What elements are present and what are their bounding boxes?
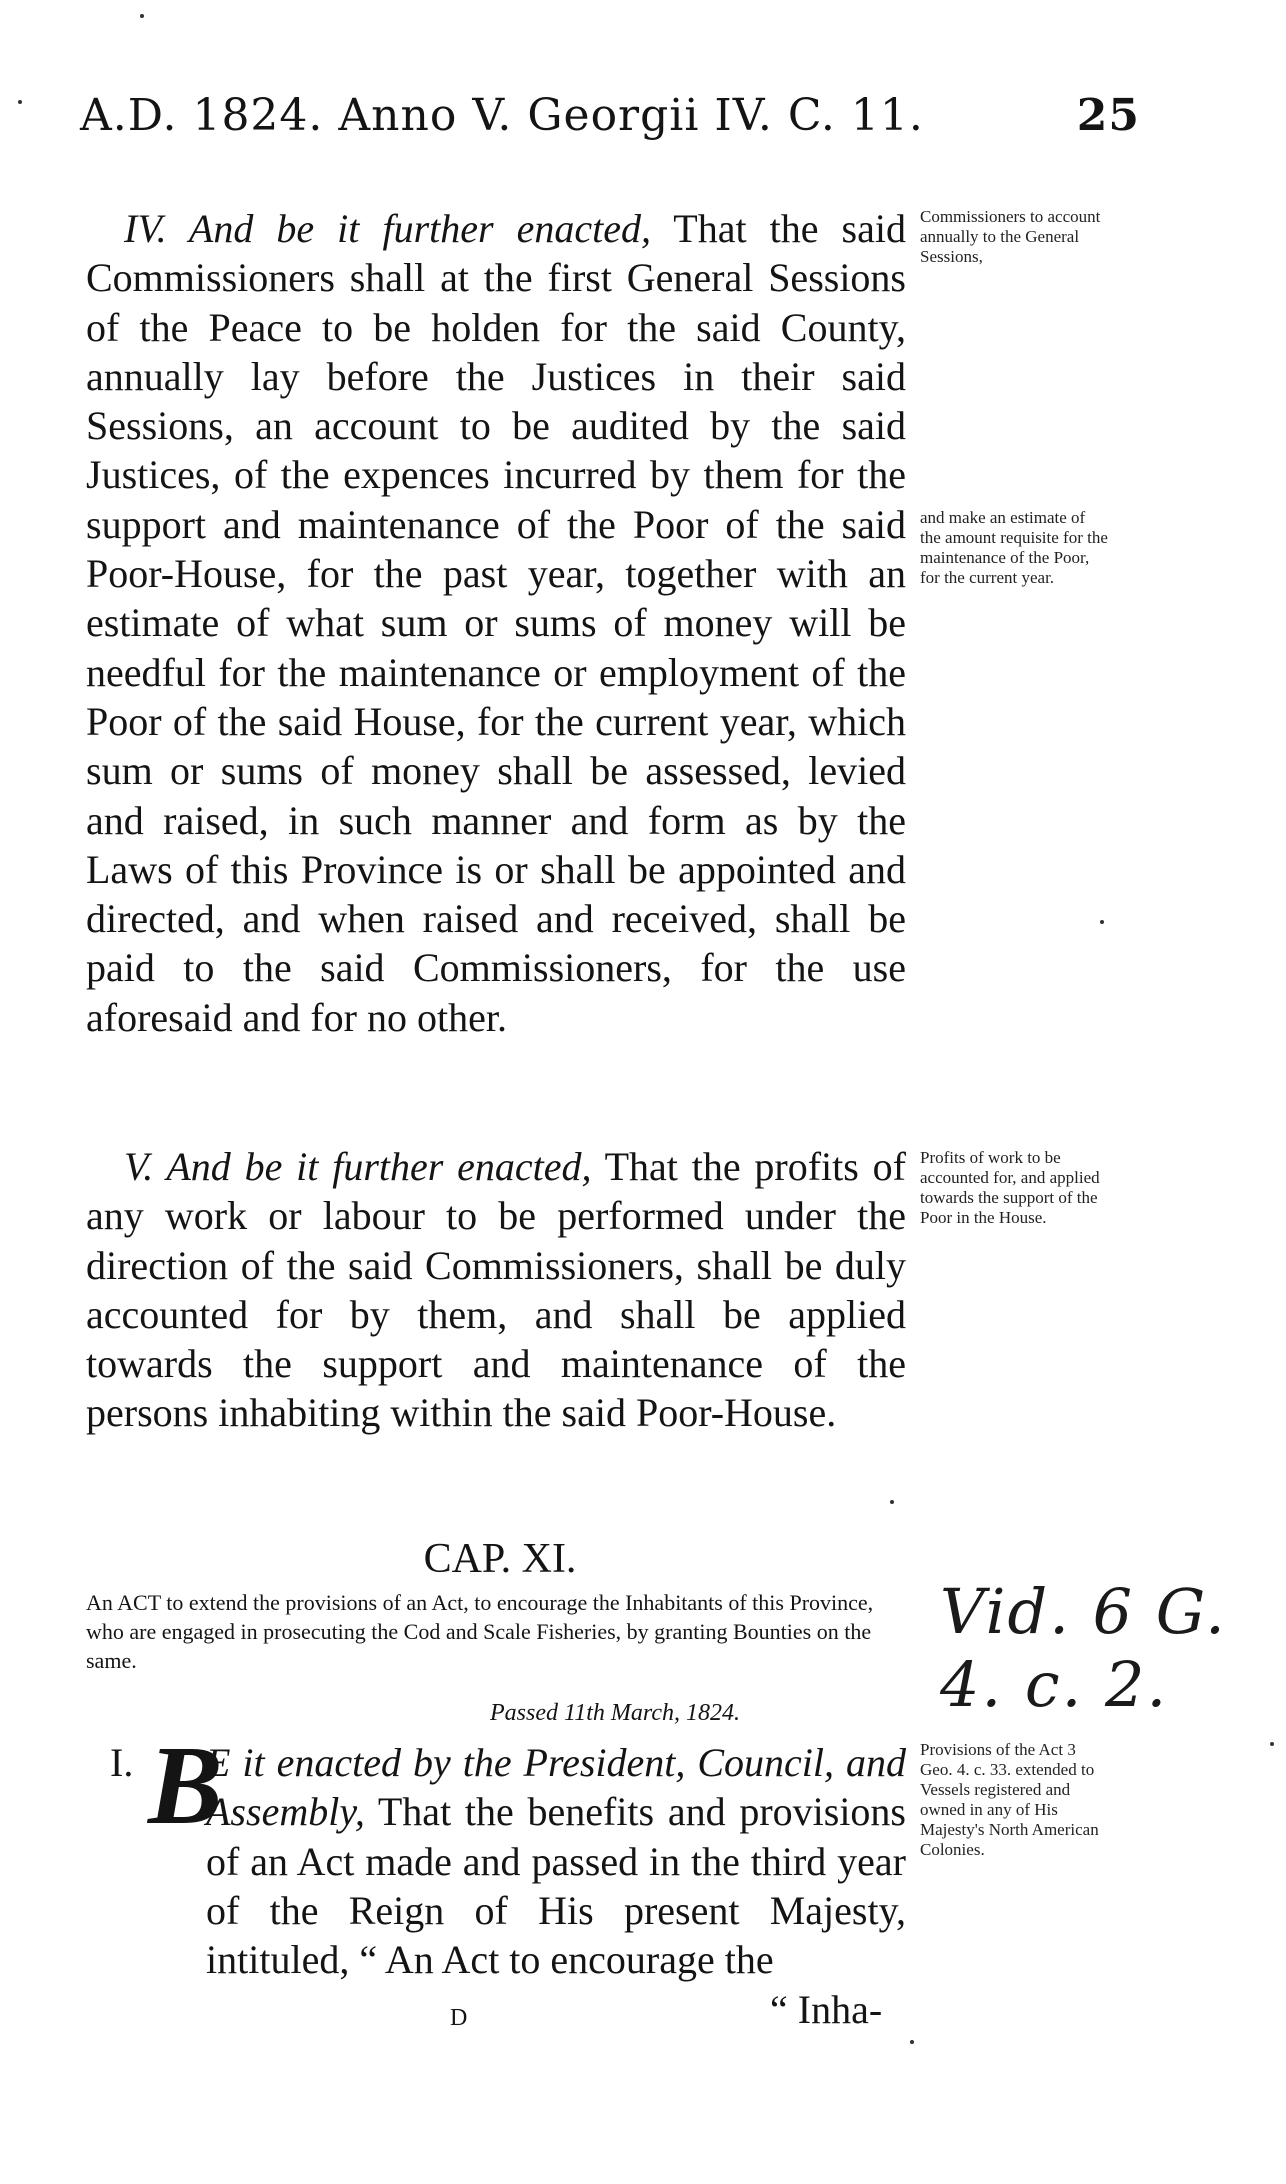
scan-speck (1100, 920, 1104, 924)
catchword: “ Inha- (770, 1987, 883, 2032)
section-i (86, 1724, 906, 1984)
scan-speck (140, 14, 144, 18)
signature-mark: D (450, 2005, 468, 2031)
sidenote-profits: Profits of work to be accounted for, and applied towards the support of the Poor in the House. (920, 1148, 1100, 1227)
section-i-lead: E it enacted by the President, Council, and Assembly, (206, 1740, 906, 1835)
scan-speck (1270, 1742, 1274, 1746)
handwritten-marginal-note: Vid. 6 G. 4. c. 2. (940, 1575, 1227, 1721)
passed-date: Passed 11th March, 1824. (490, 1700, 740, 1726)
section-v-text: That the profits of any work or labour to be performed under the direction of the said Commissioners, shall be duly accounted for by them, and shall be applied towards the support and maintenance of the persons inhabiting within the said Poor-House. (86, 1144, 906, 1436)
page-number: 25 (1076, 90, 1140, 141)
running-header (80, 90, 1140, 160)
drop-cap: B (148, 1724, 223, 1848)
sidenote-estimate: and make an estimate of the amount requisite for the maintenance of the Poor, for the current year. (920, 508, 1108, 587)
sidenote-provisions: Provisions of the Act 3 Geo. 4. c. 33. extended to Vessels registered and owned in any of His Majesty's North American Colonies. (920, 1740, 1099, 1859)
scan-speck (18, 100, 22, 104)
sidenote-commissioners: Commissioners to account annually to the General Sessions, (920, 207, 1101, 266)
section-v (86, 1142, 906, 1438)
section-iv-text: That the said Commissioners shall at the first General Sessions of the Peace to be holden for the said County, annually lay before the Justices in their said Sessions, an account to be audited by the said Justices, of the expences incurred by them for the support and maintenance of the Poor of the said Poor-House, for the past year, together with an estimate of what sum or sums of money will be needful for the maintenance or employment of the Poor of the said House, for the current year, which sum or sums of money shall be assessed, levied and raised, in such manner and form as by the Laws of this Province is or shall be appointed and directed, and when raised and received, shall be paid to the said Commissioners, for the use aforesaid and for no other. (86, 206, 906, 1040)
section-numeral: I. (110, 1740, 134, 1785)
chapter-heading: CAP. XI. (423, 1536, 577, 1582)
section-i-text: That the benefits and provisions of an Act made and passed in the third year of the Reign of His present Majesty, intituled, “ An Act to encourage the (206, 1789, 906, 1983)
scan-speck (890, 1500, 894, 1504)
running-head: A.D. 1824. Anno V. Georgii IV. C. 11. (80, 90, 924, 141)
section-v-lead: V. And be it further enacted, (124, 1144, 592, 1189)
act-title: An ACT to extend the provisions of an Act, to encourage the Inhabitants of this Province, who are engaged in prosecuting the Cod and Scale Fisheries, by granting Bounties on the same. (86, 1590, 874, 1673)
scan-speck (910, 2040, 914, 2044)
section-iv (86, 204, 906, 1042)
section-iv-lead: IV. And be it further enacted, (124, 206, 651, 251)
